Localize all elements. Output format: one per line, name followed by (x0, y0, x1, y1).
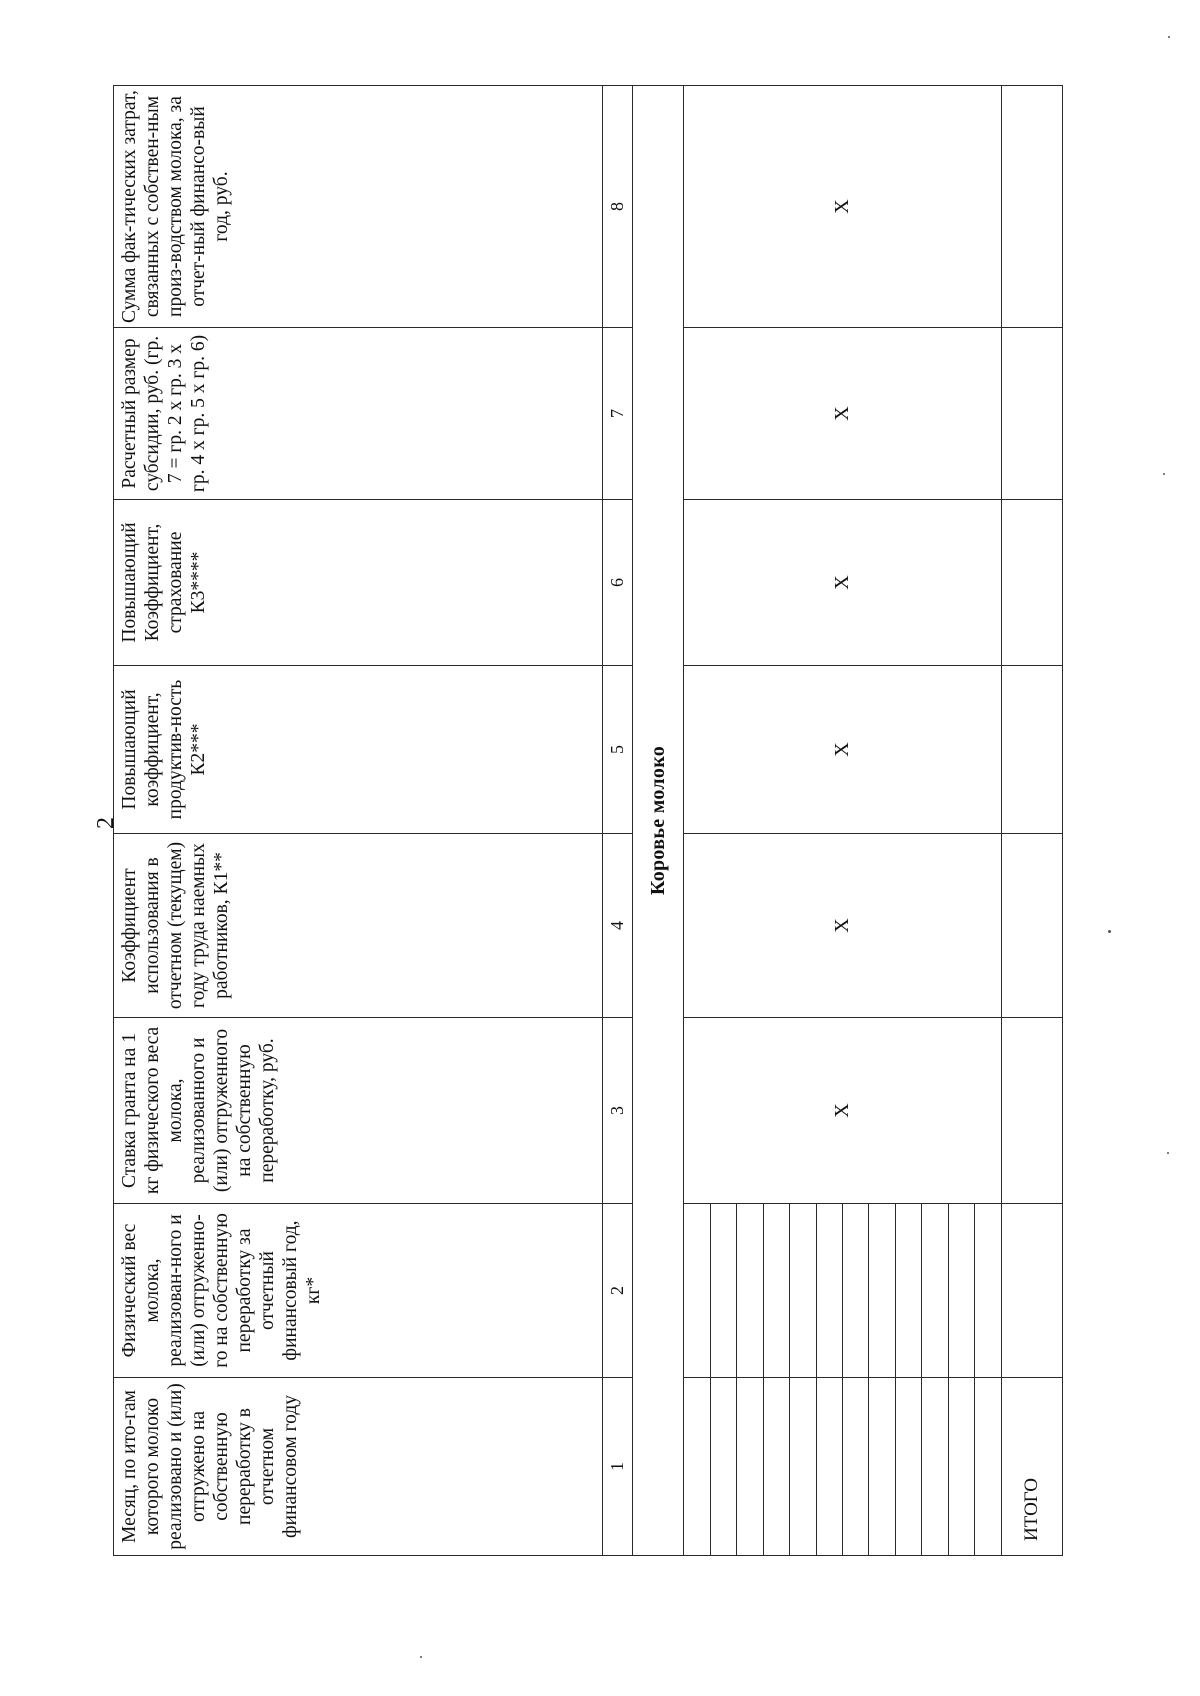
scan-speck (1167, 1152, 1169, 1154)
column-number-5: 5 (602, 666, 633, 834)
x-mark-col-8: Х (684, 86, 1002, 328)
total-row (1001, 86, 1062, 1556)
x-mark-col-7: Х (684, 328, 1002, 500)
total-cell (1001, 86, 1062, 328)
total-cell (1001, 666, 1062, 834)
section-title: Коровье молоко (633, 86, 684, 1556)
column-number-3: 3 (602, 1018, 633, 1204)
header-cell-2: Физический вес молока, реализован-ного и (или) отгруженно-го на собственную переработку за отчетный финансовый год, кг* (114, 1204, 603, 1378)
column-number-2: 2 (602, 1204, 633, 1378)
total-cell (1001, 834, 1062, 1018)
column-number-8: 8 (602, 86, 633, 328)
scan-speck (1163, 473, 1165, 475)
month-cell (975, 1378, 1001, 1556)
scan-speck (1108, 930, 1111, 933)
header-row (114, 86, 603, 1556)
weight-cell (684, 1204, 710, 1378)
month-cell (684, 1378, 710, 1556)
column-number-row (602, 86, 633, 1556)
x-mark-col-3: Х (684, 1018, 1002, 1204)
month-cell (948, 1378, 974, 1556)
x-mark-col-5: Х (684, 666, 1002, 834)
scan-speck (1168, 36, 1170, 38)
month-cell (710, 1378, 736, 1556)
month-cell (895, 1378, 921, 1556)
weight-cell (710, 1204, 736, 1378)
weight-cell (843, 1204, 869, 1378)
header-cell-1: Месяц, по ито-гам которого молоко реализовано и (или) отгружено на собственную переработку в отчетном финансовом году (114, 1378, 603, 1556)
month-cell (869, 1378, 895, 1556)
month-cell (843, 1378, 869, 1556)
weight-cell (816, 1204, 842, 1378)
total-cell (1001, 500, 1062, 666)
total-cell (1001, 1204, 1062, 1378)
x-mark-col-4: Х (684, 834, 1002, 1018)
weight-cell (737, 1204, 763, 1378)
weight-cell (869, 1204, 895, 1378)
weight-cell (763, 1204, 789, 1378)
column-number-4: 4 (602, 834, 633, 1018)
rotated-table-wrapper (113, 86, 1063, 1556)
header-cell-6: Повышающий Коэффициент, страхование К3**** (114, 500, 603, 666)
scan-speck (420, 1656, 422, 1658)
header-cell-8: Сумма фак-тических затрат, связанных с собствен-ным произ-водством молока, за отчет-ный финансо-вый год, руб. (114, 86, 603, 328)
header-cell-7: Расчетный размер субсидии, руб. (гр. 7 = гр. 2 х гр. 3 х гр. 4 х гр. 5 х гр. 6) (114, 328, 603, 500)
column-number-7: 7 (602, 328, 633, 500)
total-cell (1001, 1018, 1062, 1204)
month-cell (816, 1378, 842, 1556)
weight-cell (895, 1204, 921, 1378)
column-number-6: 6 (602, 500, 633, 666)
page-number: 2 (93, 817, 119, 829)
total-label: ИТОГО (1001, 1378, 1062, 1556)
weight-cell (790, 1204, 816, 1378)
month-row (684, 86, 710, 1556)
column-number-1: 1 (602, 1378, 633, 1556)
section-row (633, 86, 684, 1556)
header-cell-4: Коэффициент использования в отчетном (текущем) году труда наемных работников, К1** (114, 834, 603, 1018)
grant-table (113, 85, 1063, 1556)
total-cell (1001, 328, 1062, 500)
month-cell (737, 1378, 763, 1556)
weight-cell (948, 1204, 974, 1378)
month-cell (790, 1378, 816, 1556)
x-mark-col-6: Х (684, 500, 1002, 666)
header-cell-3: Ставка гранта на 1 кг физического веса молока, реализованного и (или) отгруженного на собственную переработку, руб. (114, 1018, 603, 1204)
weight-cell (922, 1204, 948, 1378)
month-cell (922, 1378, 948, 1556)
weight-cell (975, 1204, 1001, 1378)
month-cell (763, 1378, 789, 1556)
header-cell-5: Повышающий коэффициент, продуктив-ность К2*** (114, 666, 603, 834)
